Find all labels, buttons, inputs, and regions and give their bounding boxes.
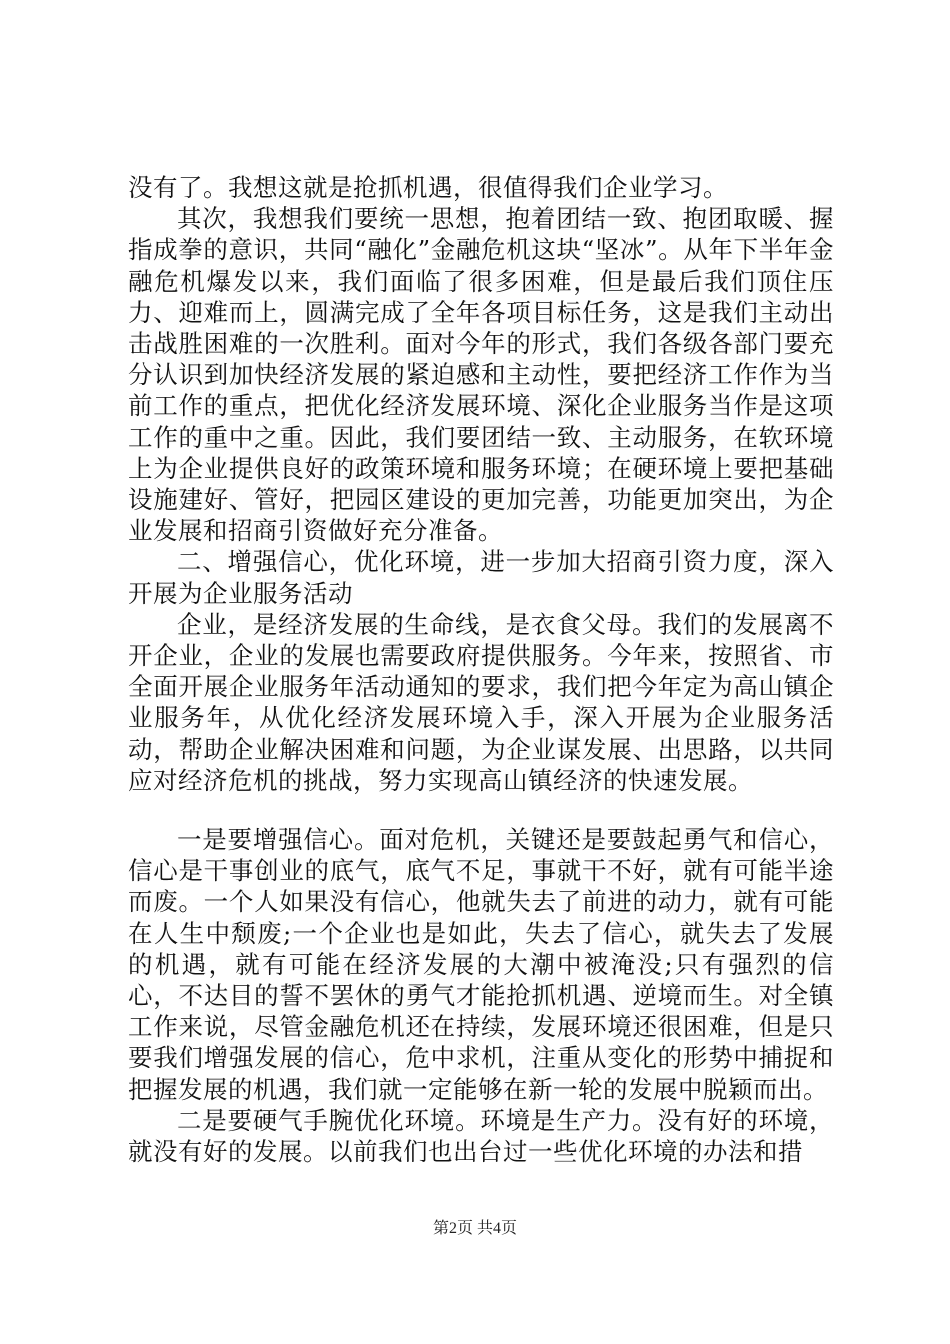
paragraph-unity: 其次，我想我们要统一思想，抱着团结一致、抱团取暖、握指成拳的意识，共同“融化”金融危机这块“坚冰”。从年下半年金融危机爆发以来，我们面临了很多困难，但是最后我们顶住压力、迎难而上，圆满完成了全年各项目标任务，这是我们主动出击战胜困难的一次胜利。面对今年的形式，我们各级各部门要充分认识到加快经济发展的紧迫感和主动性，要把经济工作作为当前工作的重点，把优化经济发展环境、深化企业服务当作是这项工作的重中之重。因此，我们要团结一致、主动服务，在软环境上为企业提供良好的政策环境和服务环境；在硬环境上要把基础设施建好、管好，把园区建设的更加完善，功能更加突出，为企业发展和招商引资做好充分准备。 xyxy=(128,204,834,546)
section-heading-2: 二、增强信心，优化环境，进一步加大招商引资力度，深入开展为企业服务活动 xyxy=(128,547,834,608)
page-number-footer: 第2页 共4页 xyxy=(432,1220,517,1237)
paragraph-enterprise-service: 企业，是经济发展的生命线，是衣食父母。我们的发展离不开企业，企业的发展也需要政府提供服务。今年来，按照省、市全面开展企业服务年活动通知的要求，我们把今年定为高山镇企业服务年，从优化经济发展环境入手，深入开展为企业服务活动，帮助企业解决困难和问题，为企业谋发展、出思路，以共同应对经济危机的挑战，努力实现高山镇经济的快速发展。 xyxy=(128,609,834,795)
document-body xyxy=(128,172,834,1167)
paragraph-continued: 没有了。我想这就是抢抓机遇，很值得我们企业学习。 xyxy=(128,173,728,202)
paragraph-confidence: 一是要增强信心。面对危机，关键还是要鼓起勇气和信心，信心是干事创业的底气，底气不足，事就干不好，就有可能半途而废。一个人如果没有信心，他就失去了前进的动力，就有可能在人生中颓废;一个企业也是如此，失去了信心，就失去了发展的机遇，就有可能在经济发展的大潮中被淹没;只有强烈的信心，不达目的誓不罢休的勇气才能抢抓机遇、逆境而生。对全镇工作来说，尽管金融危机还在持续，发展环境还很困难，但是只要我们增强发展的信心，危中求机，注重从变化的形势中捕捉和把握发展的机遇，我们就一定能够在新一轮的发展中脱颖而出。 xyxy=(128,825,834,1104)
paragraph-spacer xyxy=(128,796,834,824)
paragraph-environment: 二是要硬气手腕优化环境。环境是生产力。没有好的环境，就没有好的发展。以前我们也出台过一些优化环境的办法和措 xyxy=(128,1105,834,1167)
